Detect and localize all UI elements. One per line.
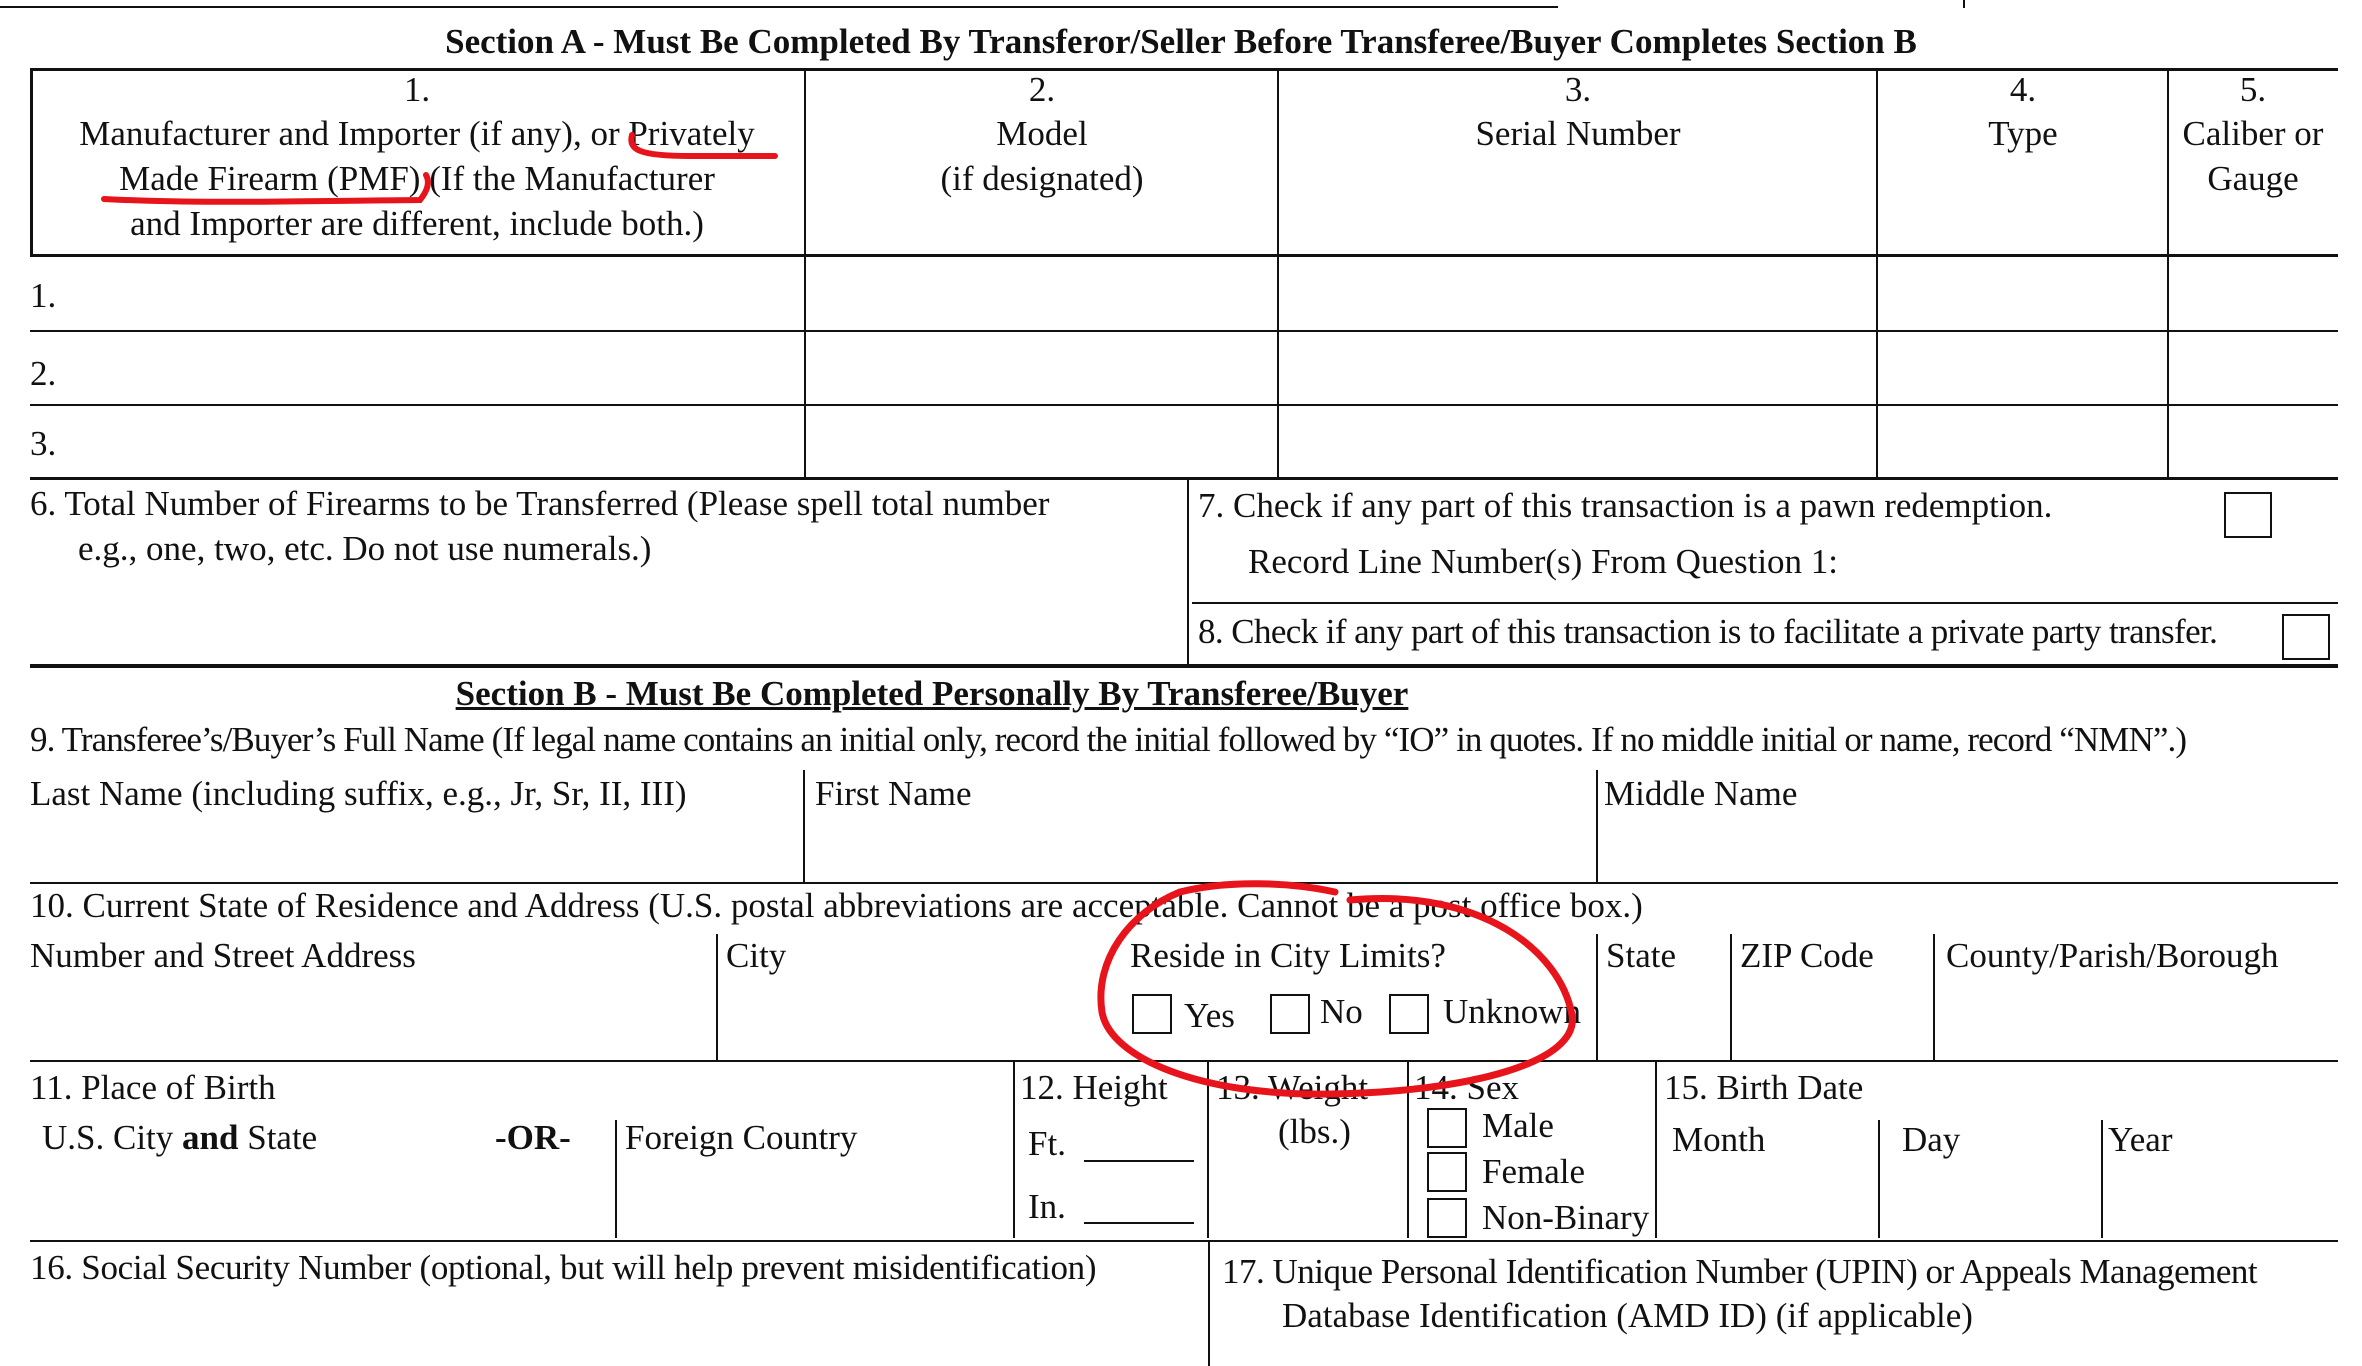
- col4-label: Type: [1988, 114, 2058, 153]
- q12-in-label: In.: [1028, 1187, 1066, 1226]
- q9-first-name-label: First Name: [815, 774, 972, 813]
- q11-foreign-country-label: Foreign Country: [625, 1118, 858, 1157]
- q16-q17-divider: [1208, 1240, 1210, 1366]
- row-number-2: 2.: [30, 354, 57, 393]
- q14-label: 14. Sex: [1414, 1068, 1519, 1107]
- q10-col-line-3: [1730, 934, 1732, 1060]
- q15-day-divider: [1878, 1120, 1880, 1238]
- q15-year-divider: [2101, 1120, 2103, 1238]
- q10-col-line-1: [716, 934, 718, 1060]
- col4-number: 4.: [2009, 70, 2037, 109]
- q13-label: 13. Weight: [1216, 1068, 1369, 1107]
- section-b-top-line: [30, 664, 2338, 668]
- sex-male-label: Male: [1482, 1106, 1554, 1145]
- q10-zip-label: ZIP Code: [1740, 936, 1874, 975]
- height-feet-field[interactable]: [1084, 1160, 1194, 1162]
- col5-label-line2: Gauge: [2207, 159, 2299, 198]
- sex-female-checkbox[interactable]: [1427, 1152, 1467, 1192]
- row2-line: [30, 404, 2338, 406]
- col2-label-line2: (if designated): [940, 159, 1144, 198]
- q9-last-name-label: Last Name (including suffix, e.g., Jr, Sr, II, III): [30, 774, 687, 813]
- q9-col-line-1: [803, 770, 805, 882]
- reside-no-checkbox[interactable]: [1270, 994, 1310, 1034]
- col1-label-line2: Made Firearm (PMF) (If the Manufacturer: [119, 159, 715, 198]
- q15-day-label: Day: [1902, 1120, 1961, 1159]
- q10-reside-label: Reside in City Limits?: [1130, 936, 1446, 975]
- col3-label: Serial Number: [1475, 114, 1681, 153]
- q10-county-label: County/Parish/Borough: [1946, 936, 2279, 975]
- sex-male-checkbox[interactable]: [1427, 1108, 1467, 1148]
- col5-label-line1: Caliber or: [2182, 114, 2324, 153]
- q12-label: 12. Height: [1020, 1068, 1168, 1107]
- q6-q7-divider: [1187, 478, 1189, 664]
- q10-label: 10. Current State of Residence and Address (U.S. postal abbreviations are acceptable. Cannot be a post office box.): [30, 886, 1643, 925]
- sex-nonbinary-label: Non-Binary: [1482, 1198, 1650, 1237]
- q7-pawn-checkbox[interactable]: [2224, 492, 2272, 538]
- q11-label: 11. Place of Birth: [30, 1068, 276, 1107]
- q10-state-label: State: [1606, 936, 1676, 975]
- section-b-title: Section B - Must Be Completed Personally By Transferee/Buyer: [455, 674, 1409, 713]
- reside-unknown-checkbox[interactable]: [1389, 994, 1429, 1034]
- section-a-title: Section A - Must Be Completed By Transferor/Seller Before Transferee/Buyer Completes Section B: [445, 22, 1917, 61]
- reside-no-label: No: [1320, 992, 1363, 1031]
- q14-q15-divider: [1655, 1060, 1657, 1238]
- q6-label-line2: e.g., one, two, etc. Do not use numerals.): [78, 529, 652, 568]
- q11-or-label: -OR-: [495, 1118, 571, 1157]
- q7-label-line1: 7. Check if any part of this transaction is a pawn redemption.: [1198, 486, 2053, 525]
- q10-col-line-4: [1933, 934, 1935, 1060]
- q13-q14-divider: [1407, 1060, 1409, 1238]
- col2-number: 2.: [1028, 70, 1056, 109]
- q12-ft-label: Ft.: [1028, 1124, 1066, 1163]
- q7-q8-divider: [1192, 602, 2338, 604]
- q10-col-line-2: [1596, 934, 1598, 1060]
- col1-number: 1.: [403, 70, 431, 109]
- reside-yes-label: Yes: [1184, 996, 1235, 1035]
- q9-middle-name-label: Middle Name: [1604, 774, 1798, 813]
- q13-unit-label: (lbs.): [1278, 1112, 1351, 1151]
- sex-female-label: Female: [1482, 1152, 1586, 1191]
- header-bottom-line: [30, 254, 2338, 257]
- q7-label-line2: Record Line Number(s) From Question 1:: [1248, 542, 1839, 581]
- q9-label: 9. Transferee’s/Buyer’s Full Name (If legal name contains an initial only, record the initial followed by “IO” in quotes. If no middle initial or name, record “NMN”.): [30, 720, 2187, 759]
- top-tick: [1963, 0, 1965, 8]
- col2-label-line1: Model: [996, 114, 1088, 153]
- row-number-3: 3.: [30, 424, 57, 463]
- q8-label: 8. Check if any part of this transaction is to facilitate a private party transfer.: [1198, 612, 2218, 651]
- q15-month-label: Month: [1672, 1120, 1766, 1159]
- col5-number: 5.: [2239, 70, 2267, 109]
- q11-foreign-divider: [615, 1120, 617, 1238]
- q10-city-label: City: [726, 936, 787, 975]
- sex-nonbinary-checkbox[interactable]: [1427, 1198, 1467, 1238]
- q15-year-label: Year: [2108, 1120, 2173, 1159]
- q16-top-line: [30, 1240, 2338, 1242]
- reside-yes-checkbox[interactable]: [1132, 994, 1172, 1034]
- row3-line: [30, 477, 2338, 480]
- q12-q13-divider: [1207, 1060, 1209, 1238]
- q9-col-line-2: [1596, 770, 1598, 882]
- q8-private-transfer-checkbox[interactable]: [2282, 614, 2330, 660]
- q16-label: 16. Social Security Number (optional, but will help prevent misidentification): [30, 1248, 1097, 1287]
- q17-label-line2: Database Identification (AMD ID) (if applicable): [1282, 1296, 1973, 1335]
- q11-q12-divider: [1013, 1060, 1015, 1238]
- row1-line: [30, 330, 2338, 332]
- q11-us-city-state-label: U.S. City and State: [42, 1118, 318, 1157]
- q15-label: 15. Birth Date: [1664, 1068, 1864, 1107]
- top-border: [0, 6, 1558, 8]
- col1-label-line1: Manufacturer and Importer (if any), or Privately: [79, 114, 755, 153]
- q10-street-label: Number and Street Address: [30, 936, 416, 975]
- q17-label-line1: 17. Unique Personal Identification Number (UPIN) or Appeals Management: [1222, 1252, 2258, 1291]
- row-number-1: 1.: [30, 276, 57, 315]
- col1-label-line3: and Importer are different, include both.): [130, 204, 704, 243]
- reside-unknown-label: Unknown: [1443, 992, 1582, 1031]
- q10-bottom-line: [30, 1060, 2338, 1062]
- col3-number: 3.: [1564, 70, 1592, 109]
- height-inches-field[interactable]: [1084, 1222, 1194, 1224]
- q6-label-line1: 6. Total Number of Firearms to be Transferred (Please spell total number: [30, 484, 1050, 523]
